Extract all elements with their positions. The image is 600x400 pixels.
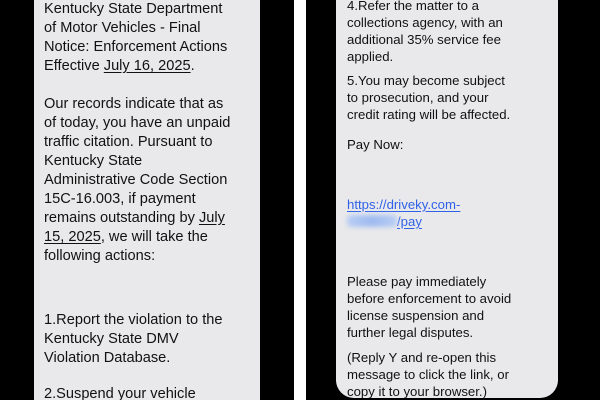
body-text-part: , we will take the (100, 229, 208, 245)
body-text: Kentucky State (44, 153, 143, 169)
body-text-part: remains outstanding by (44, 210, 195, 226)
date-detected[interactable]: 15, 2025 (44, 229, 101, 245)
effective-line (44, 57, 195, 76)
closing-text: further legal disputes. (347, 325, 474, 340)
closing-text: Please pay immediately (347, 274, 487, 289)
date-detected[interactable]: July (198, 210, 225, 226)
pay-now-label: Pay Now: (347, 137, 404, 152)
action-item: Violation Database. (44, 350, 171, 366)
action-item: Kentucky State DMV (44, 331, 179, 347)
message-bubble (336, 0, 558, 398)
right-screenshot (306, 0, 600, 400)
action-item: applied. (347, 49, 394, 64)
punctuation: . (190, 58, 195, 74)
message-title: Kentucky State Department (44, 1, 223, 17)
action-item: 1.Report the violation to the (44, 312, 223, 328)
action-item: to prosecution, and your (347, 90, 489, 105)
body-text: Our records indicate that as (44, 96, 224, 112)
payment-link-part: /pay (397, 214, 422, 229)
reply-instructions: (Reply Y and re-open this (347, 350, 497, 365)
action-item: additional 35% service fee (347, 32, 501, 47)
redacted-blur (347, 215, 397, 227)
body-text: of today, you have an unpaid (44, 115, 231, 131)
payment-link[interactable] (347, 213, 422, 230)
body-text (44, 228, 208, 247)
body-text: Administrative Code Section (44, 172, 228, 188)
body-text: traffic citation. Pursuant to (44, 134, 213, 150)
message-title: of Motor Vehicles - Final (44, 20, 201, 36)
action-item: credit rating will be affected. (347, 107, 511, 122)
action-item: collections agency, with an (347, 15, 503, 30)
payment-link[interactable]: https://driveky.com- (347, 197, 461, 212)
reply-instructions: message to click the link, or (347, 367, 509, 382)
action-item: 5.You may become subject (347, 73, 505, 88)
closing-text: license suspension and (347, 308, 485, 323)
date-detected[interactable]: July 16, 2025 (103, 58, 191, 74)
closing-text: before enforcement to avoid (347, 291, 512, 306)
reply-instructions: copy it to your browser.) (347, 384, 487, 398)
body-text: following actions: (44, 248, 156, 264)
action-item: 2.Suspend your vehicle (44, 386, 196, 400)
message-bubble (34, 0, 260, 400)
body-text (44, 209, 225, 228)
effective-label: Effective (44, 58, 100, 74)
action-item: 4.Refer the matter to a (347, 0, 479, 13)
message-title: Notice: Enforcement Actions (44, 39, 228, 55)
left-screenshot (0, 0, 294, 400)
body-text: 15C-16.003, if payment (44, 191, 196, 207)
